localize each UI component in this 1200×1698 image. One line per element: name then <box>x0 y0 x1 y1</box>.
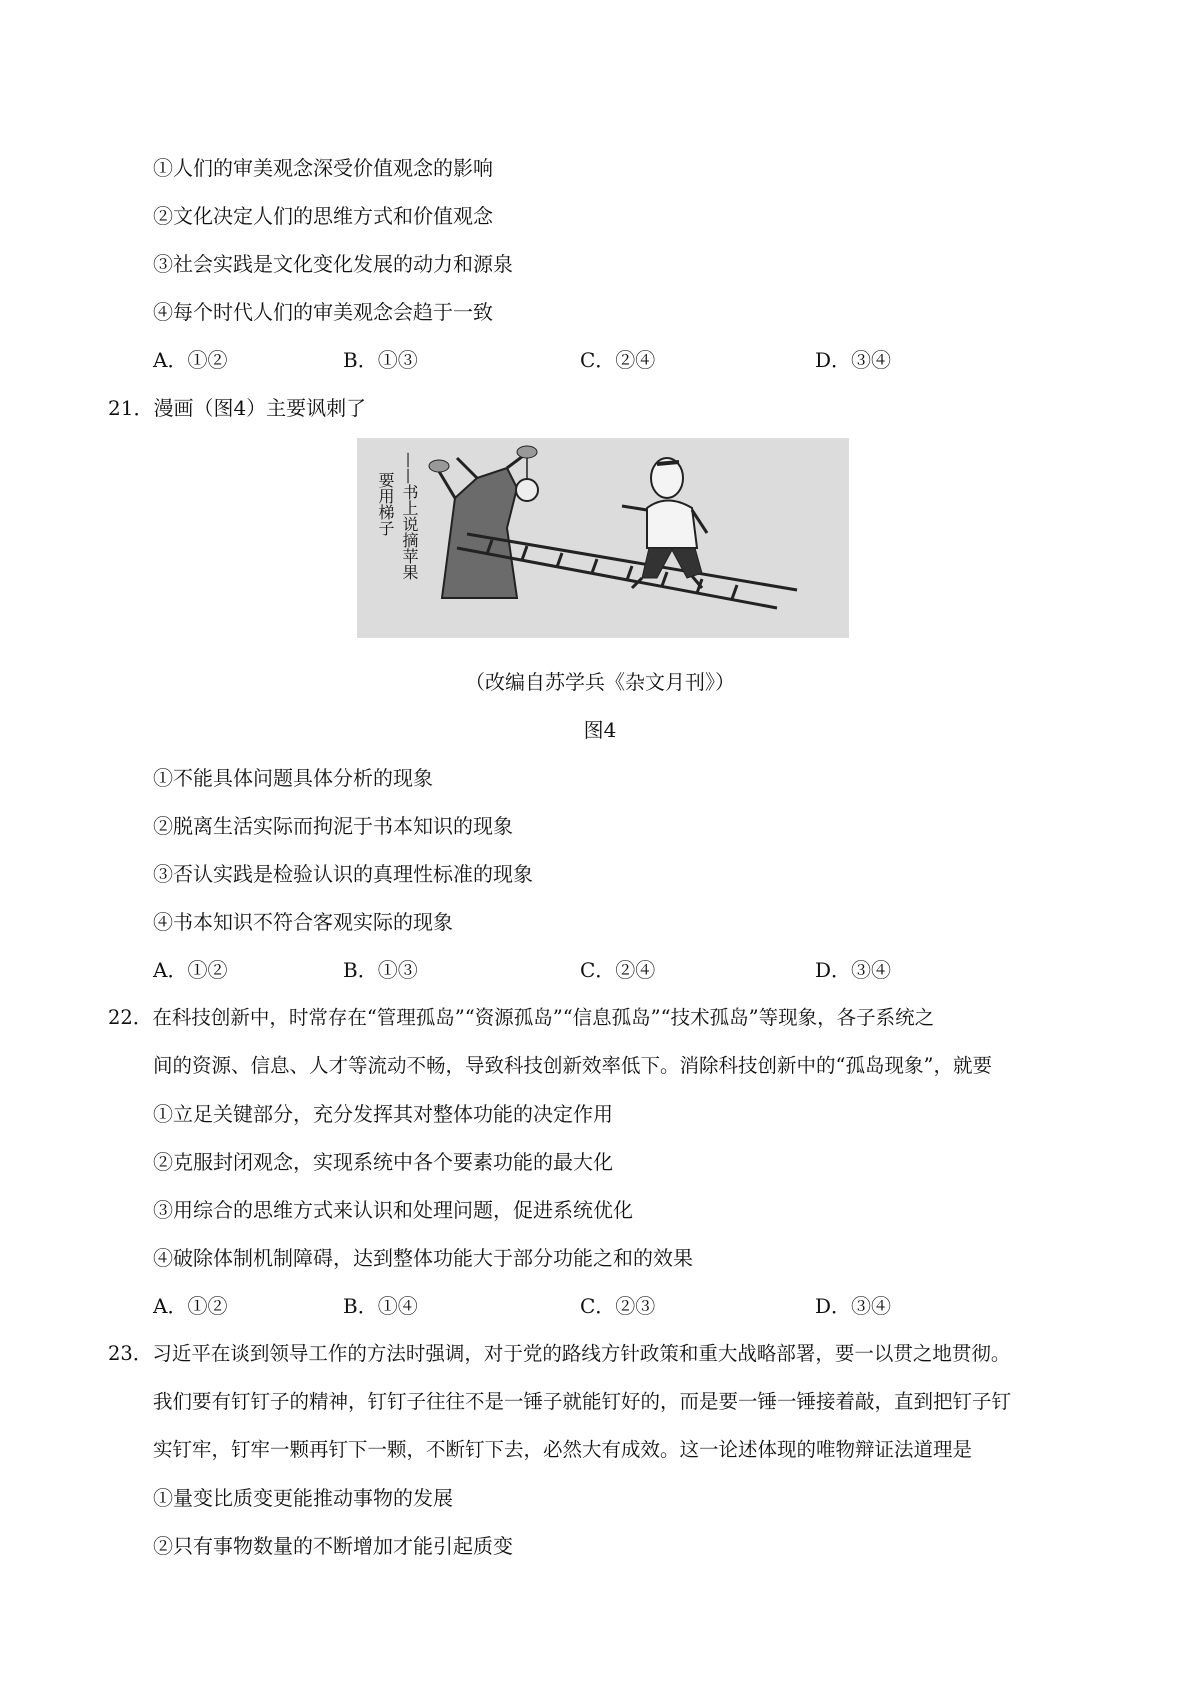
q23-stem-line-2: 我们要有钉钉子的精神，钉钉子往往不是一锤子就能钉好的，而是要一锤一锤接着敲，直到把钉子钉 <box>153 1390 1012 1413</box>
q20-option-c[interactable]: C．②④ <box>580 348 656 372</box>
q21-item-1: ①不能具体问题具体分析的现象 <box>153 766 433 790</box>
q22-stem-line-2: 间的资源、信息、人才等流动不畅，导致科技创新效率低下。消除科技创新中的“孤岛现象”，就要 <box>153 1054 992 1077</box>
q22-option-c[interactable]: C．②③ <box>580 1294 656 1318</box>
q21-item-3: ③否认实践是检验认识的真理性标准的现象 <box>153 862 533 886</box>
cartoon-caption-line-1: ——书上说摘苹果 <box>400 452 419 580</box>
q22-stem-line-1: 22．在科技创新中，时常存在“管理孤岛”“资源孤岛”“信息孤岛”“技术孤岛”等现象，各子系统之 <box>108 1006 935 1029</box>
q20-item-3: ③社会实践是文化变化发展的动力和源泉 <box>153 252 513 276</box>
q20-item-2: ②文化决定人们的思维方式和价值观念 <box>153 204 493 228</box>
q22-option-d[interactable]: D．③④ <box>815 1294 892 1318</box>
q22-item-3: ③用综合的思维方式来认识和处理问题，促进系统优化 <box>153 1198 633 1222</box>
q22-item-4: ④破除体制机制障碍，达到整体功能大于部分功能之和的效果 <box>153 1246 693 1270</box>
cartoon-image <box>357 438 849 638</box>
figure-source: （改编自苏学兵《杂文月刊》） <box>465 670 735 694</box>
q22-item-1: ①立足关键部分，充分发挥其对整体功能的决定作用 <box>153 1102 613 1126</box>
q23-stem-line-1: 23．习近平在谈到领导工作的方法时强调，对于党的路线方针政策和重大战略部署，要一以贯之地贯彻。 <box>108 1342 1011 1365</box>
q20-option-d[interactable]: D．③④ <box>815 348 892 372</box>
q20-item-1: ①人们的审美观念深受价值观念的影响 <box>153 156 493 180</box>
q21-option-b[interactable]: B．①③ <box>343 958 418 982</box>
q21-option-c[interactable]: C．②④ <box>580 958 656 982</box>
cartoon-drawing <box>357 438 849 638</box>
q21-item-4: ④书本知识不符合客观实际的现象 <box>153 910 453 934</box>
q23-item-2: ②只有事物数量的不断增加才能引起质变 <box>153 1534 513 1558</box>
q20-option-a[interactable]: A．①② <box>153 348 228 372</box>
q21-stem: 21．漫画（图4）主要讽刺了 <box>108 396 367 420</box>
q21-option-d[interactable]: D．③④ <box>815 958 892 982</box>
q23-stem-line-3: 实钉牢，钉牢一颗再钉下一颗，不断钉下去，必然大有成效。这一论述体现的唯物辩证法道理是 <box>153 1438 973 1461</box>
cartoon-caption <box>369 452 429 612</box>
q22-option-b[interactable]: B．①④ <box>343 1294 418 1318</box>
q20-item-4: ④每个时代人们的审美观念会趋于一致 <box>153 300 493 324</box>
q22-option-a[interactable]: A．①② <box>153 1294 228 1318</box>
q22-item-2: ②克服封闭观念，实现系统中各个要素功能的最大化 <box>153 1150 613 1174</box>
q23-item-1: ①量变比质变更能推动事物的发展 <box>153 1486 453 1510</box>
q21-option-a[interactable]: A．①② <box>153 958 228 982</box>
q21-item-2: ②脱离生活实际而拘泥于书本知识的现象 <box>153 814 513 838</box>
q20-option-b[interactable]: B．①③ <box>343 348 418 372</box>
cartoon-caption-line-2: 要用梯子 <box>376 472 395 536</box>
figure-label: 图4 <box>583 718 617 742</box>
